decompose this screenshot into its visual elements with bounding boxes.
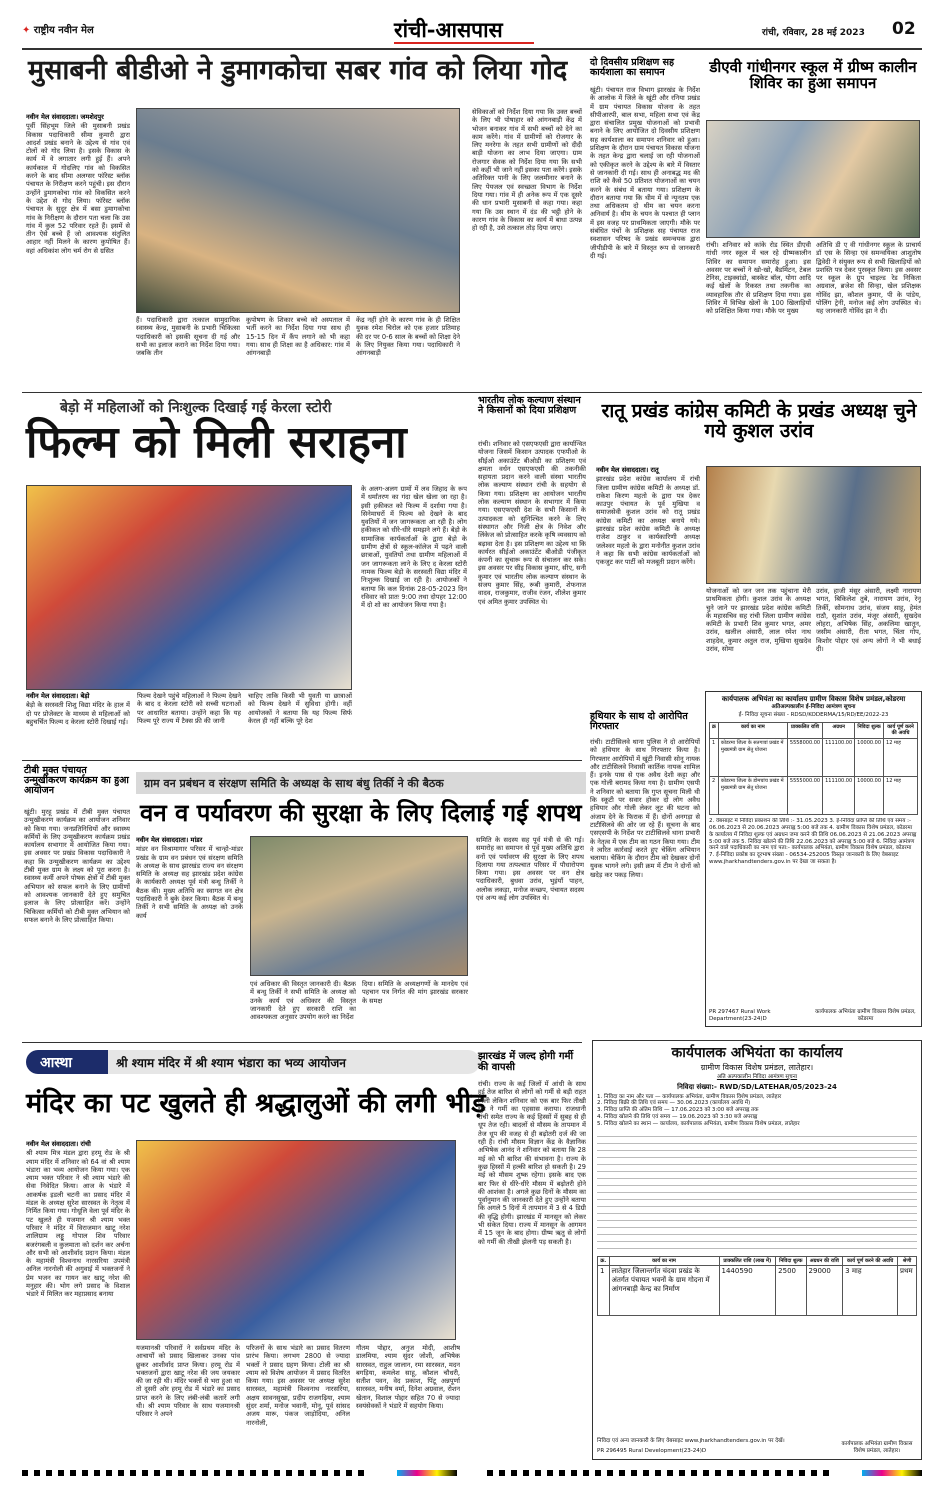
tender2-fineprint <box>597 1132 917 1252</box>
story1-col5: सेविकाओं को निर्देश दिया गया कि उक्त बच्चों के लिए भी पोषाहार को आंगनबाड़ी केंद्र में भोजन बनाकर गांव में सभी बच्चों को देने का काम करेंगे। गांव में ग्रामीणों को रोजगार के लिए मनरेगा के तहत सभी ग्रामीणों को दीदी बाड़ी योजना का लाभ दिया जाएगा। ग्राम रोजगार सेवक को निर्देश दिया गया कि सभी को कहीं भी जाने नहीं इसका पता करेंगे। इसके अतिरिक्त पानी के लिए जलमीनार बनाने के लिए पेयजल एवं स्वच्छता विभाग के निर्देश दिया गया। गांव में ही अनेक रूप में एक दूसरे की धान प्रभारी मुसाबनी से कहा गया। कहा गया कि उस स्थान में दंड की भट्ठी होने के कारण गांव के विकास का कार्य में बाधा उत्पन्न हो रही है, उसे तत्काल तोड़ दिया जाए। <box>472 108 582 233</box>
tender2-line: 4. निविदा खोलने की तिथि एवं समय — 19.06.2023 को 3:30 बजे अपराह्न <box>597 1113 758 1120</box>
story9-body: खूंटी। मुरहू प्रखंड में टीबी मुक्त पंचायत उन्मुखीकरण कार्यक्रम का आयोजन शनिवार को किया गया। जनप्रतिनिधियों और स्वास्थ्य कर्मियों के लिए उन्मुखीकरण कार्यक्रम प्रखंड कार्यालय सभागार में आयोजित किया गया। इस अवसर पर प्रखंड विकास पदाधिकारी ने कहा कि उन्मुखीकरण कार्यक्रम का उद्देश्य टीबी मुक्त ग्राम के लक्ष्य को पूरा करना है। स्वास्थ्य कर्मी अपने पोषक क्षेत्रों में टीबी मुक्त अभियान को सफल बनाने के लिए ग्रामीणों को आवश्यक जानकारी देते हुए समुचित इलाज के लिए प्रोत्साहित करें। उन्होंने चिकित्सा कर्मियों को टीबी मुक्त अभियान को सफल बनाने के लिए प्रोत्साहित किया। <box>24 808 130 924</box>
story1-col1: नवीन मेल संवाददाता। जमशेदपुर पूर्वी सिंहभूम जिले की मुसाबनी प्रखंड विकास पदाधिकारी सीमा कुमारी द्वारा आदर्श प्रखंड बनाने के उद्देश्य से गांव एवं टोलों को गोद लिया है। इसके विकास के कार्य में वे लगातार लगी हुई हैं। अपने कार्यकाल में गोदलिए गांव को विकसित करने के बाद सीमा अलग्सर फॉरेस्ट ब्लॉक पंचायत के निरीक्षण करने पहुंची। इस दौरान उन्होंने डुमागकोचा गांव को विकसित करने के उद्देश से गोद लिया। फॉरेस्ट ब्लॉक पंचायत के सुदूर क्षेत्र में बसा डुमागकोचा गांव के निरीक्षण के दौरान पता चला कि उस गांव में कुल 52 परिवार रहते हैं। इसमें से तीन ऐसे बच्चे हैं जो आवश्यक संतुलित आहार नहीं मिलने के कारण कुपोषित हैं। वहां अधिकांश लोग चर्म रोग से ग्रसित <box>26 113 130 255</box>
divider-1 <box>22 392 922 393</box>
headline-tb-free: टीबी मुक्त पंचायत उन्मुखीकरण कार्यक्रम का हुआ आयोजन <box>24 765 129 796</box>
headline-dav-camp: डीएवी गांधीनगर स्कूल में ग्रीष्म कालीन शिविर का हुआ समापन <box>709 58 917 92</box>
tender2-th: श्रेणी <box>898 1256 917 1266</box>
footer-color-bar <box>22 1470 922 1476</box>
tender1-pr: PR 297467 Rural Work Department(23-24)D <box>709 1009 771 1023</box>
tender2-th: अग्रधन की राशि <box>806 1256 843 1266</box>
story8-col2: एवं अधिकार की विस्तृत जानकारी दी। बैठक में बन्धु तिर्की ने सभी समिति के अध्यक्ष को उनके कार्य एवं अधिकार की विस्तृत जानकारी देते हुए सरकारी राशि का आवश्यकता अनुसार उपयोग करने का निर्देश <box>250 980 356 1022</box>
story4-col-right: के अलग-अलग ग्रामों में लव जिहाद के रूप में धर्मांतरण का गंदा खेल खेला जा रहा है। इसी हकीकत को फिल्म में दर्शाया गया है। सिनेमाघरों में फिल्म को देखने के बाद युवतियों में जन जागरूकता आ रही है। लोग हकीकत को धीरे-धीरे समझने लगे हैं। बेड़ो के सामाजिक कार्यकर्ताओं के द्वारा बेड़ो के ग्रामीण क्षेत्रों से स्कूल-कॉलेज में पढ़ने वाली छात्राओं, युवतियों तथा ग्रामीण महिलाओं में जन जागरूकता लाने के लिए द केरला स्टोरी नामक फिल्म बेड़ो के सरस्वती विद्या मंदिर में निःशुल्क दिखाई जा रही है। आयोजकों ने बताया कि कल दिनांक 28-05-2023 दिन रविवार को प्रातः 9:00 तथा दोपहर 12:00 में दो शो का आयोजन किया गया है। <box>361 485 467 610</box>
headline-temple-crowd: मंदिर का पट खुलते ही श्रद्धालुओं की लगी भीड़ <box>26 1088 486 1119</box>
story10-col3: परिजनों के साथ भंडारे का प्रसाद वितरण प्रारंभ किया। लगभग 2800 से ज्यादा भक्तों ने प्रसाद ग्रहण किया। टोली का श्री श्याम को विशेष आयोजन में प्रसाद वितरित किया गया। इस अवसर पर अध्यक्ष सुरेश सारस्वत, महामंत्री विश्वनाथ नारसरिया, अक्षय सावनसुखा, प्रदीप राजगढ़िया, श्याम सुंदर शर्मा, मनोज भवानी, मोनू, पूर्व सांसद अजय मारू, पंकज जाड़ोदिया, अनिल नारनोली, <box>246 1344 350 1427</box>
tender1-th: अग्रधन <box>823 722 855 739</box>
tender2-table <box>597 1256 917 1317</box>
table-row: 1 लातेहार जिलान्तर्गत चंदवा प्रखंड के अंतर्गत पंचायत भवनों के ग्राम गोदना में आंगनबाड़ी केन्द्र का निर्माण 1440590 2500 29000 3 माह प्रथम <box>598 1266 917 1316</box>
section-underline <box>394 42 534 44</box>
tender2-subtitle: ग्रामीण विकास विशेष प्रमंडल, लातेहार। <box>700 1063 814 1072</box>
kicker-kerala-story: बेड़ो में महिलाओं को निःशुल्क दिखाई गई केरला स्टोरी <box>60 400 332 416</box>
date-line: रांची, रविवार, 28 मई 2023 <box>762 28 865 38</box>
footer-swatch <box>487 1470 832 1476</box>
tender2-sign: कार्यपालक अभियंता ग्रामीण विकास विशेष प्रमंडल, लातेहार। <box>841 1441 913 1455</box>
tender1-th: कार्य का नाम <box>718 722 787 739</box>
tender2-note: निविदा एवं अन्य जानकारी के लिए वेबसाइट www.jharkhandtenders.gov.in पर देखें। <box>597 1438 785 1445</box>
headline-heat-return: झारखंड में जल्द होगी गर्मी की वापसी <box>478 1051 574 1073</box>
tender-latehar <box>592 1040 922 1460</box>
headline-forest-oath: वन व पर्यावरण की सुरक्षा के लिए दिलाई गई शपथ <box>140 798 582 827</box>
kicker-shyam-bhandara <box>108 1050 480 1074</box>
tender2-pr: PR 296495 Rural Development(23-24)D <box>597 1448 707 1455</box>
newspaper-logo: ✦ राष्ट्रीय नवीन मेल <box>22 25 94 36</box>
photo-congress-meeting <box>706 466 921 584</box>
story4-c1: नवीन मेल संवाददाता। बेड़ो बेड़ो के सरस्वती शिशु विद्या मंदिर के हाल में दो पर प्रोजेक्टर के माध्यम से महिलाओं को बहुचर्चित फिल्म द केरला स्टोरी दिखाई गई। <box>26 692 130 726</box>
photo-women-theatre <box>26 485 352 690</box>
kicker-forest-text: ग्राम वन प्रबंधन व संरक्षण समिति के अध्यक्ष के साथ बंधु तिर्की ने की बैठक <box>144 777 444 790</box>
table-row: 1 कोडरमा जिला के सतगावां प्रखंड में मुख्यमंत्री ग्राम सेतु योजना 5558000.00 111100.00 10000.00 12 माह <box>710 739 918 777</box>
tender2-title: कार्यपालक अभियंता का कार्यालय <box>671 1045 843 1061</box>
tender2-line: 5. निविदा खोलने का स्थान — कार्यालय, कार्यपालक अभियंता, ग्रामीण विकास विशेष प्रमंडल, लातेहार <box>597 1120 800 1127</box>
headline-training-workshop: दो दिवसीय प्रशिक्षण सह कार्यशाला का समापन <box>590 57 675 78</box>
story3-col2: अतिथि डी ए वी गांधीनगर स्कूल के प्राचार्य डॉ एस के सिन्हा एवं समन्वयिका आशुतोष द्विवेदी ने संयुक्त रूप से सभी खिलाड़ियों को प्रशस्ति पत्र देकर पुरस्कृत किया। इस अवसर पर स्कूल के ग्रुप चाइल्ड रेड निकिता अग्रवाल, ब्रजेश सी सिन्हा, खेल प्रशिक्षक गोविंद झा, कौशल कुमार, पी के पांडेय, पोलिंग ट्रेनी, मनोज कई लोग उपस्थित थे। यह जानकारी गोविंद झा ने दी। <box>816 241 921 316</box>
story10-col4: गौतम पोद्दार, अनुज मोदी, आशीष डालमिया, श्याम सुंदर जोशी, अभिषेक सारस्वत, राहुल जालान, रमा सारस्वत, मदन बगड़िया, कमलेश साहू, कौशल चौधरी, सतीश पवन, वेद प्रकाश, पिंटू अन्नपूर्णा सारस्वत, मनीष वर्मा, दिनेश अग्रवाल, रोशन खेतान, विशाल पोद्दार सहित 70 से ज्यादा स्वयंसेवकों ने भंडारे में सहयोग किया। <box>356 1344 460 1411</box>
photo-dav-students <box>706 120 920 238</box>
page-number: 02 <box>892 19 916 39</box>
tender1-table <box>709 722 918 816</box>
tender2-th: क्र. <box>598 1256 610 1266</box>
story10-col1: नवीन मेल संवाददाता। रांची श्री श्याम मित्र मंडल द्वारा हरमू रोड के श्री श्याम मंदिर में शनिवार को 64 वां श्री श्याम भंडारा का भव्य आयोजन किया गया। एक श्याम भक्त परिवार ने श्री श्याम भंडारे की सेवा निवेदित किया। आज के भंडारे में आकर्षक इडली चटनी का प्रसाद मंदिर में मंडल के अध्यक्ष सुरेश सारस्वत के नेतृत्व में निर्मित किया गया। गोधूलि वेला पूर्व मंदिर के पट खुलते ही यजमान श्री श्याम भक्त परिवार ने मंदिर में विराजमान खाटू नरेश शालिग्राम लड्डू गोपाल शिव परिवार बजरंगबली व कुलमाता को दर्शन कर अर्चना और सभी को आशीर्वाद प्रदान किया। मंडल के महामंत्री विश्वनाथ नारसरिया उपमंत्री अनिल नारनोली की अगुवाई में भक्तजनों ने प्रेम भजन का गायन कर खाटू नरेश की मनुहार की। भोग लगे प्रसाद के विशाल भंडारे में मिलित कर महाप्रसाद बनाया <box>26 1140 130 1299</box>
table-row: 2 कोडरमा जिला के डोमचांच प्रखंड में मुख्यमंत्री ग्राम सेतु योजना 5555000.00 111100.00 10000.00 12 माह <box>710 777 918 815</box>
divider-2 <box>22 760 582 761</box>
headline-musabani: मुसाबनी बीडीओ ने डुमागकोचा सबर गांव को लिया गोद <box>28 55 568 86</box>
story1-col3: कुपोषण के शिकार बच्चे को अस्पताल में भर्ती करने का निर्देश दिया गया साथ ही 15-15 दिन में कैंप लगाने को भी कहा गया। साथ ही शिक्षा का है अधिकार: गांव में आंगनबाड़ी <box>246 316 350 358</box>
masthead <box>22 14 922 46</box>
tender1-subtitle: अतिअल्पकालीन ई-निविदा आमंत्रण सूचना <box>771 704 856 710</box>
tender1-th: कार्य पूर्ण करने की अवधि <box>884 722 918 739</box>
story4-c2: फिल्म देखने पहुंचे महिलाओं ने फिल्म देखने के बाद द केरला स्टोरी को सच्ची घटनाओं पर आधारित बताया। उन्होंने कहा कि यह फिल्म पूरे राज्य में टैक्स फ्री की जानी <box>137 692 241 725</box>
headline-ratu-congress: रातू प्रखंड कांग्रेस कमिटी के प्रखंड अध्यक्ष चुने गये कुशल उरांव <box>601 400 917 442</box>
story11-body: रांची। राज्य के कई जिलों में आंधी के साथ हुई तेज बारिश से लोगों को गर्मी से बड़ी राहत मिली लेकिन शनिवार को एक बार फिर तीखी धूप ने गर्मी का एहसास कराया। राजधानी रांची समेत राज्य के कई हिस्सों में सुबह से ही धूप तेज रही। बादलों से मौसम के तापमान में तेज धूप की वजह से ही बढ़ोतरी दर्ज की जा रही है। रांची मौसम विज्ञान केंद्र के वैज्ञानिक अभिषेक आनंद ने शनिवार को बताया कि 28 मई को भी बारिश की संभावना है। राज्य के कुछ हिस्सों में हल्की बारिश हो सकती है। 29 मई को मौसम शुष्क रहेगा। इसके बाद एक बार फिर से धीरे-धीरे मौसम में बढ़ोतरी होने की आशंका है। अगले कुछ दिनों के मौसम का पूर्वानुमान की जानकारी देते हुए उन्होंने बताया कि अगले 5 दिनों में तापमान में 3 से 4 डिग्री की वृद्धि होगी। झारखंड में मानसून को लेकर भी संकेत दिया। राज्य में मानसून के आगमन में 15 जून के बाद होगा। ग्रीष्म ऋतु से लोगों को गर्मी की तीखी झेलनी पड़ सकती है। <box>478 1080 586 1246</box>
story4-c3: चाहिए ताकि किसी भी युवती या छात्राओं को फिल्म देखने में सुविधा होगी। वहीं आयोजकों ने बताया कि यह फिल्म सिर्फ केरल ही नहीं बल्कि पूरे देश <box>248 692 352 725</box>
tender-koderma <box>705 691 922 1027</box>
tender2-ref: निविदा संख्या:- RWD/SD/LATEHAR/05/2023-24 <box>677 1082 837 1091</box>
masthead-rule <box>22 48 922 50</box>
tender2-th: कार्य पूर्ण करने की अवधि <box>843 1256 898 1266</box>
aastha-tag-text: आस्था <box>40 1055 73 1071</box>
tender2-th: निविदा शुल्क <box>776 1256 806 1266</box>
photo-musabani-village <box>136 108 460 313</box>
kicker-shyam-text: श्री श्याम मंदिर में श्री श्याम भंडारा का भव्य आयोजन <box>116 1056 346 1070</box>
aastha-tag <box>26 1050 108 1074</box>
story5-body: रांची। शनिवार को एसएफएसी द्वारा कार्यान्वित योजना जिसमें किसान उत्पादक एफपीओ के सीईओ अकाउंटेंट बीओडी का प्रशिक्षण एवं क्षमता वर्धन एसएफएसी की तकनीकी सहायता प्रदान करने वाली संस्था भारतीय लोक कल्याण संस्थान रांची के सहयोग से किया गया। प्रशिक्षण का आयोजन भारतीय लोक कल्याण संस्थान के सभागार में किया गया। एसएफएसी देश के सभी किसानों के उत्पादकता को सुनिश्चित करने के लिए संस्थागत और निजी क्षेत्र के निवेश और लिंकेज को प्रोत्साहित करके कृषि व्यवसाय को बढ़ावा देता है। इस प्रशिक्षण का उद्देश्य था कि कार्यरत सीईओ अकाउंटेंट बीओडी पंजीकृत कंपनी का सुचारू रूप से संचालन कर सके। इस अवसर पर सीइ विकास कुमार, सीए, सनी कुमार एवं भारतीय लोक कल्याण संस्थान के संजय कुमार सिंह, रूबी कुमारी, शेफनाज वादव, राजकुमार, राजीव रंजन, शीलेश कुमार एवं अमित कुमार उपस्थित थे। <box>478 440 586 606</box>
tender1-title: कार्यपालक अभियंता का कार्यालय ग्रामीण विकास विशेष प्रमंडल,कोडरमा <box>721 695 906 703</box>
kicker-forest-meeting <box>136 772 586 794</box>
tender2-line: 3. निविदा प्राप्ति की अंतिम तिथि — 17.06.2023 को 3:00 बजे अपराह्न तक <box>597 1107 759 1114</box>
story8-col4: समिति के सदस्य सह पूर्व मंत्री से की गई। समारोह का समापन से पूर्व मुख्य अतिथि द्वारा वनों एवं पर्यावरण की सुरक्षा के लिए शपथ दिलाया गया तत्पश्चात परिसर में पौधारोपण किया गया। इस अवसर पर वन क्षेत्र पदाधिकारी, बुधवा उरांव, भुइंयाँ पाहन, अलोक लकड़ा, मनोज कच्छप, पंचायत सदस्य एवं अन्य कई लोग उपस्थित थे। <box>476 836 584 903</box>
photo-forest-plantation <box>250 836 468 976</box>
story1-col2: हैं। पदाधिकारी द्वारा तत्काल सामुदायिक स्वास्थ्य केन्द्र, मुसाबनी के प्रभारी चिकित्सा पदाधिकारी को इसकी सूचना दी गई और सभी का इलाज कराने का निर्देश दिया गया। जबकि तीन <box>136 316 240 358</box>
photo-shyam-bhandara <box>136 1140 456 1340</box>
tender2-line: 2. निविदा बिक्री की तिथि एवं समय — 30.06.2023 (कार्यालय अवधि में) <box>597 1100 751 1107</box>
story10-col2: यजमानश्री परिवारों ने सर्वप्रथम मंदिर के आचार्यों को प्रसाद खिलाकर उनका पांव छूकर आशीर्वाद प्राप्त किया। हरमू रोड में भक्तजनों द्वारा खाटू नरेश की जय जयकार की जा रही थी। मंदिर भक्तों से भरा हुआ था तो दूसरी ओर हरमू रोड में भंडारे का प्रसाद प्राप्त करने के लिए लंबी-लंबी कतारें लगी थी। श्री श्याम परिवार के साथ यजमानश्री परिवार ने अपने <box>136 1344 240 1419</box>
footer-swatch <box>862 1470 922 1476</box>
tender2-line: 1. निविदा का नाम और पता — कार्यपालक अभियंता, ग्रामीण विकास विशेष प्रमंडल, लातेहार <box>597 1093 782 1100</box>
story6-body: नवीन मेल संवाददाता। रातू झारखंड प्रदेश कांग्रेस कार्यालय में रांची जिला ग्रामीण कांग्रेस कमिटी के अध्यक्ष डॉ. राकेश किरण महतो के द्वारा पत्र देकर काउपुर पंचायत के पूर्व मुखिया व समाजसेवी कुशल उरांव को रातू प्रखंड कांग्रेस कमिटी का अध्यक्ष बनाये गये। झारखंड प्रदेश कांग्रेस कमिटी के अध्यक्ष राजेश ठाकुर व कार्यकारिणी अध्यक्ष जलेश्वर महतो के द्वारा मनोनीत कुशल उरांव ने कहा कि सभी कांग्रेस कार्यकर्ताओं को एकजुट कर पार्टी को मजबूती प्रदान करेंगे। <box>596 466 700 567</box>
story6-col1: योजनाओं को जन जन तक पहुंचाना मेरी प्राथमिकता होगी। कुशल उरांव के अध्यक्ष चुने जाने पर झारखंड प्रदेश कांग्रेस कमिटी के महासचिव सह रांची जिला ग्रामीण कांग्रेस कमिटी के प्रभारी शिव कुमार भगत, अमर उरांव, खलील अंसारी, लाल रमेश नाथ शाहदेव, कुमार अतुल राज, मुखिया सुखदेव उरांव, सोमा <box>706 587 811 654</box>
headline-farmers-training: भारतीय लोक कल्याण संस्थान ने किसानों को दिया प्रशिक्षण <box>478 395 581 416</box>
headline-arrest: हथियार के साथ दो आरोपित गिरफ्तार <box>590 711 688 732</box>
story6-col2: उरांव, हाजी मंसूर अंसारी, लक्ष्मी नारायण भगत, बिकिलेश तुबे, नारायण उरांव, रेनू तिर्की, सोमनाथ उरांव, संजय साहू, हेमंत राठौ, सुशांत उरांव, मंजूर अंसारी, सुखदेव लोहरा, अभिषेक सिंह, अकलिमा खातून, जसीम अंसारी, रीता भगत, चिंता गोप, किशोर पोद्दार एवं अन्य लोगों ने भी बधाई दी। <box>816 587 921 654</box>
tender1-notes: 2. वेबसाइट में निविदा प्रकाशन की तिथि :- 31.05.2023 3. ई-निविदा प्राप्ति की तिथि एवं समय :- 06.06.2023 से 20.06.2023 अपराह्न 5:00 बजे तक 4. ग्रामीण विकास विशेष प्रमंडल, कोडरमा के कार्यालय में निविदा शुल्क एवं अग्रधन जमा करने की तिथि 06.06.2023 से 21.06.2023 अपराह्न 5:00 बजे तक 5. निविदा खोलने की तिथि 22.06.2023 को अपराह्न 5:00 बजे 6. निविदा आमंत्रण करने वाले पदाधिकारी का नाम एवं पता:- कार्यपालक अभियंता, ग्रामीण विकास विशेष प्रमंडल, कोडरमा 7. ई-निविदा प्रकोष्ठ का दूरभाष संख्या - 06534-252005 विस्तृत जानकारी के लिए वेबसाइट www.jharkhandtenders.gov.in पर देखा जा सकता है। <box>709 818 917 865</box>
footer-swatch <box>22 1470 367 1476</box>
section-title: रांची-आसपास <box>394 17 503 42</box>
headline-film-appreciation: फिल्म को मिली सराहना <box>26 417 407 468</box>
tender2-th: प्राक्कलित राशि (लाख में) <box>719 1256 776 1266</box>
footer-swatch <box>397 1470 457 1476</box>
tender2-th: कार्य का नाम <box>609 1256 719 1266</box>
bird-icon: ✦ <box>22 25 31 36</box>
tender1-th: निविदा शुल्क <box>855 722 884 739</box>
tender2-small: अति अल्पकालीन निविदा आमंत्रण सूचना <box>716 1074 798 1080</box>
tender1-th: प्राक्कलित राशि <box>787 722 822 739</box>
divider-3 <box>22 1042 582 1043</box>
story8-col3: दिया। समिति के अध्यक्षगणों के मानदेय एवं पहचान पत्र निर्गत की मांग झारखंड सरकार के समक्ष <box>362 980 468 1005</box>
story8-col1: नवीन मेल संवाददाता। मांडर मांडर वन विश्रामागार परिसर में चान्हो-मांडर प्रखंड के ग्राम वन प्रबंधन एवं संरक्षण समिति के अध्यक्ष के साथ झारखंड राज्य वन संरक्षण समिति के अध्यक्ष सह झारखंड प्रदेश कांग्रेस के कार्यकारी अध्यक्ष पूर्व मंत्री बन्धु तिर्की ने बैठक की। मुख्य अतिथि का स्वागत वन क्षेत्र पदाधिकारी ने बुके देकर किया। बैठक में बन्धु तिर्की ने सभी समिति के अध्यक्ष को उनके कार्य <box>136 836 243 920</box>
story1-col4: केंद्र नहीं होने के कारण गांव के ही शिक्षित युवक रमेश चिरोल को एक हजार प्रतिमाह की दर पर 0-6 साल के बच्चों को शिक्षा देने के लिए नियुक्त किया गया। पदाधिकारी ने आंगनबाड़ी <box>356 316 460 358</box>
story2-body: खूंटी। पंचायत राज विभाग झारखंड के निर्देश के आलोक में जिले के खूंटी और रनिया प्रखंड में ग्राम पंचायत विकास योजना के तहत सीपीआरपी, बाल सभा, महिला सभा एवं केंद्र द्वारा संचालित प्रमुख योजनाओं को प्रभावी बनाने के लिए आयोजित दो दिवसीय प्रशिक्षण सह कार्यशाला का समापन शनिवार को हुआ। प्रशिक्षण के दौरान ग्राम पंचायत विकास योजना के तहत केन्द्र द्वारा चलाई जा रही योजनाओं को एकीकृत करने के उद्देश्य के बारे में विस्तार से जानकारी दी गई। साथ ही अनाबद्ध मद की राशि को कैसे 50 प्रतिशत योजनाओं का चयन करने के संबंध में बताया गया। प्रशिक्षण के दौरान बताया गया कि थीम में से न्यूनतम एक तथा अधिकतम दो थीम का चयन करना अनिवार्य है। थीम के चयन के पश्चात ही प्लान में इस वजह पर प्राथमिकता जाएगी। मौके पर संबंधित पंचों के प्रशिक्षक सह पंचायत राज स्वशासन परिषद के प्रखंड समन्वयक द्वारा जीपीडीपी के बारे में विस्तृत रूप से जानकारी दी गई। <box>590 86 700 260</box>
tender1-sign: कार्यपालक अभियंता ग्रामीण विकास विशेष प्रमंडल, कोडरमा <box>815 1009 916 1023</box>
story3-col1: रांची। शनिवार को कांके रोड स्थित डीएवी गांधी नगर स्कूल में चल रहे ग्रीष्मकालीन शिविर का समापन समारोह हुआ। इस अवसर पर बच्चों ने खो-खो, बैडमिंटन, टेबल टेनिस, टाइक्वांडो, बास्केट बॉल, योगा आदि कई खेलों के रिकस्त तथा तकनीक का व्यावहारिक तौर से प्रशिक्षण दिया गया। इस शिविर में विभिन्न खेलों के 100 खिलाड़ियों को प्रशिक्षित किया गया। मौके पर मुख्य <box>706 241 811 316</box>
story7-body: रांची। टाटीसिलवे थाना पुलिस ने दो आरोपियों को हथियार के साथ गिरफ्तार किया है। गिरफ्तार आरोपियों में खूंटी निवासी सोनू नायक और टाटीसिलवे निवासी कार्तिक नायक शामिल हैं। इनके पास से एक अवैध देशी कट्टा और एक गोली बरामद किया गया है। ग्रामीण एसपी ने शनिवार को बताया कि गुप्त सूचना मिली थी कि स्कूटी पर सवार होकर दो लोग अवैध हथियार और गोली लेकर लूट की घटना को अंजाम देने के फिराक में हैं। दोनों अनगड़ा से टाटीसिलवे की ओर जा रहे हैं। सूचना के बाद एसएसपी के निर्देश पर टाटीसिलवे थाना प्रभारी के नेतृत्व में एक टीम का गठन किया गया। टीम ने त्वरित कार्रवाई करते हुए चेकिंग अभियान चलाया। चेकिंग के दौरान टीम को देखकर दोनों युवक भागने लगे। इसी क्रम में टीम ने दोनों को खदेड़ कर पकड़ लिया। <box>590 738 700 879</box>
tender1-th: क्र <box>710 722 719 739</box>
tender1-ref: ई- निविदा सूचना संख्या - RDSD/KODERMA/15/RD/EE/2022-23 <box>738 711 889 718</box>
